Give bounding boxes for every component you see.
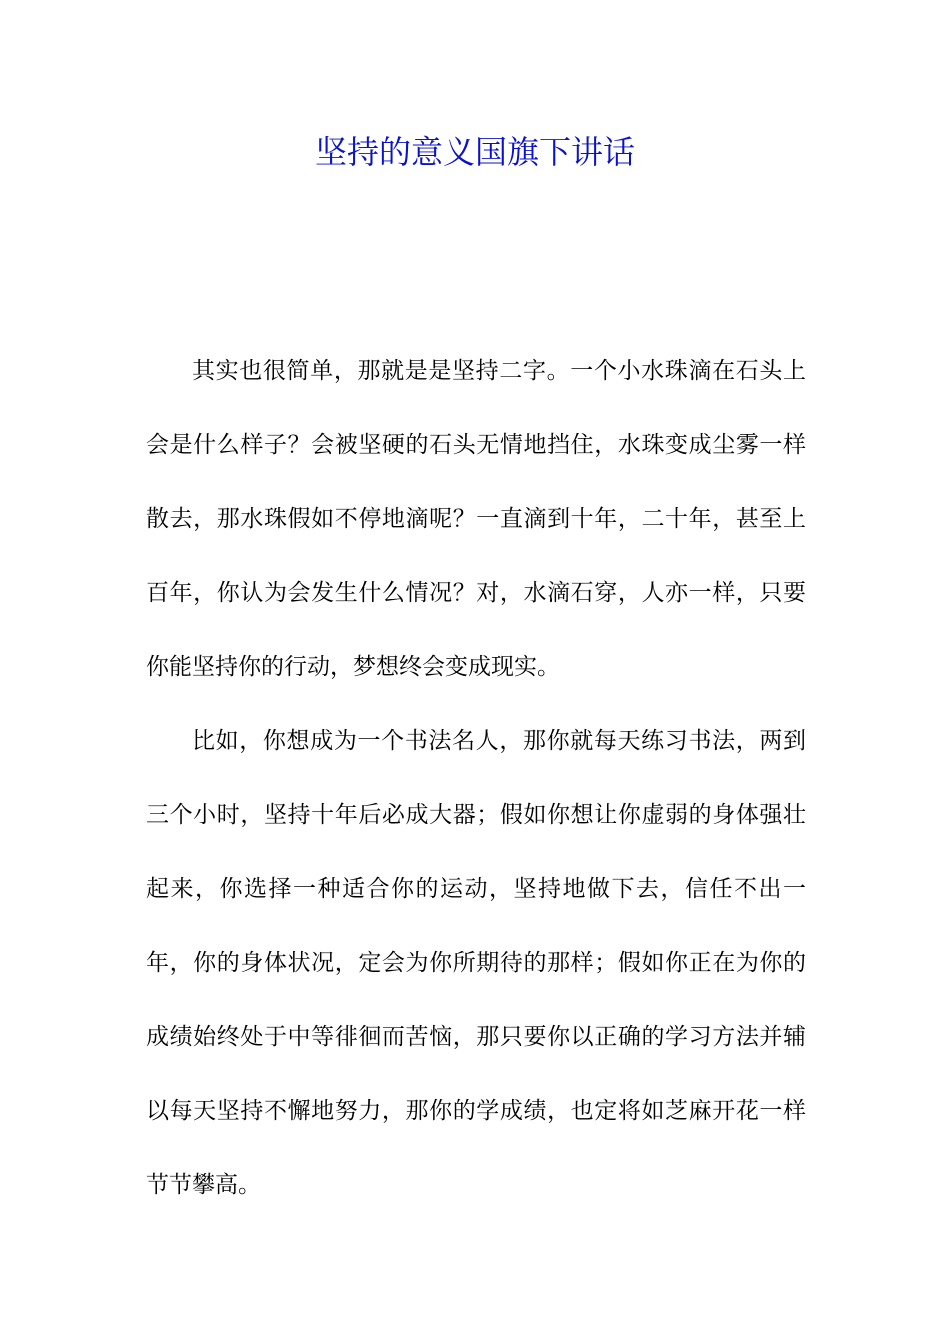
paragraph-1: 其实也很简单，那就是是坚持二字。一个小水珠滴在石头上会是什么样子？会被坚硬的石头无情地挡住，水珠变成尘雾一样散去，那水珠假如不停地滴呢？一直滴到十年，二十年，甚至上百年，你认为会发生什么情况？对，水滴石穿，人亦一样，只要你能坚持你的行动，梦想终会变成现实。 <box>146 358 806 680</box>
paragraph-2: 比如，你想成为一个书法名人，那你就每天练习书法，两到三个小时，坚持十年后必成大器；假如你想让你虚弱的身体强壮起来，你选择一种适合你的运动，坚持地做下去，信任不出一年，你的身体状况，定会为你所期待的那样；假如你正在为你的成绩始终处于中等徘徊而苦恼，那只要你以正确的学习方法并辅以每天坚持不懈地努力，那你的学成绩，也定将如芝麻开花一样节节攀高。 <box>146 728 806 1198</box>
document-body <box>146 334 806 1222</box>
document-title: 坚持的意义国旗下讲话 <box>314 133 635 171</box>
